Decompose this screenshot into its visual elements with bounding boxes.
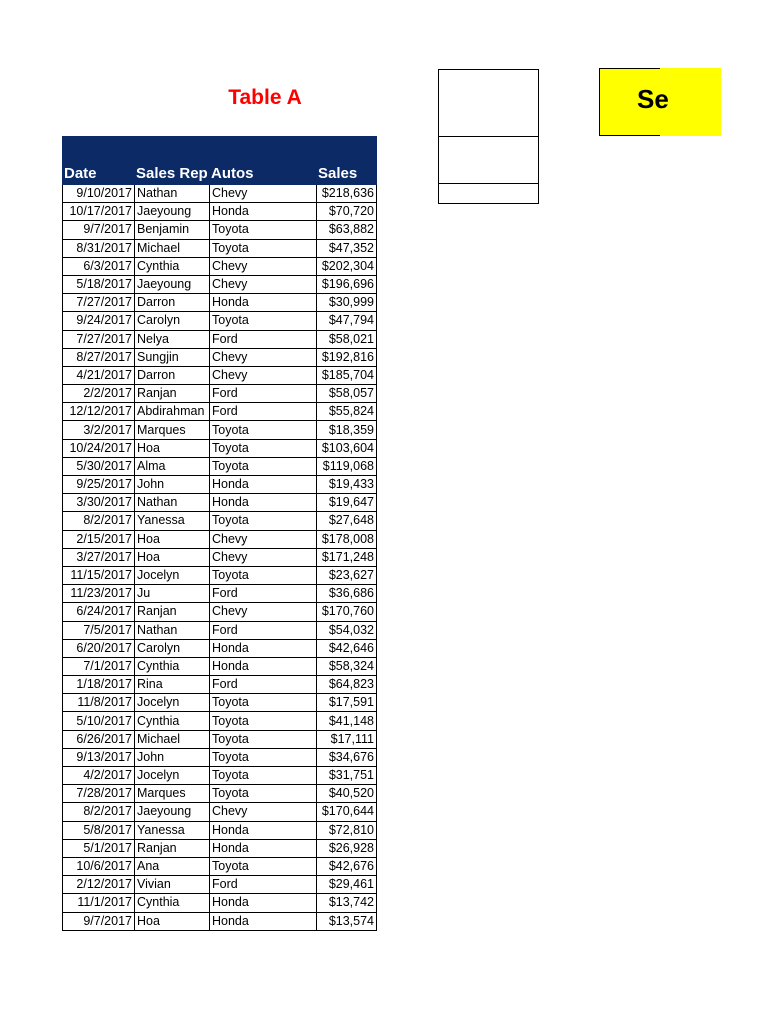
date-cell[interactable]: 8/2/2017 xyxy=(63,512,135,530)
date-cell[interactable]: 2/2/2017 xyxy=(63,385,135,403)
autos-cell[interactable]: Toyota xyxy=(210,694,317,712)
date-cell[interactable]: 11/1/2017 xyxy=(63,894,135,912)
sales-cell[interactable]: $196,696 xyxy=(317,275,377,293)
table-title: Table A xyxy=(228,86,302,109)
sales-rep-cell[interactable]: Jocelyn xyxy=(135,767,210,785)
sales-rep-cell[interactable]: Benjamin xyxy=(135,221,210,239)
table-row xyxy=(63,839,377,857)
sales-cell[interactable]: $58,057 xyxy=(317,385,377,403)
date-cell[interactable]: 5/30/2017 xyxy=(63,457,135,475)
sales-rep-cell[interactable]: Michael xyxy=(135,730,210,748)
sales-rep-cell[interactable]: Yanessa xyxy=(135,821,210,839)
table-row xyxy=(63,257,377,275)
sales-cell[interactable]: $218,636 xyxy=(317,185,377,203)
sales-rep-cell[interactable]: Jocelyn xyxy=(135,566,210,584)
sales-rep-cell[interactable]: Nathan xyxy=(135,621,210,639)
table-row xyxy=(63,748,377,766)
sales-rep-cell[interactable]: Carolyn xyxy=(135,639,210,657)
empty-grid-box xyxy=(438,69,539,204)
sales-rep-cell[interactable]: Abdirahman xyxy=(135,403,210,421)
table-row xyxy=(63,439,377,457)
table-row xyxy=(63,185,377,203)
autos-cell[interactable]: Chevy xyxy=(210,530,317,548)
sales-rep-cell[interactable]: Rina xyxy=(135,676,210,694)
table-row xyxy=(63,803,377,821)
autos-cell[interactable]: Honda xyxy=(210,894,317,912)
sales-cell[interactable]: $19,647 xyxy=(317,494,377,512)
sales-table xyxy=(62,136,377,931)
sales-rep-cell[interactable]: Sungjin xyxy=(135,348,210,366)
date-cell[interactable]: 9/25/2017 xyxy=(63,476,135,494)
autos-cell[interactable]: Toyota xyxy=(210,312,317,330)
sales-cell[interactable]: $13,742 xyxy=(317,894,377,912)
sales-cell[interactable]: $202,304 xyxy=(317,257,377,275)
autos-cell[interactable]: Ford xyxy=(210,385,317,403)
sales-cell[interactable]: $178,008 xyxy=(317,530,377,548)
date-cell[interactable]: 2/12/2017 xyxy=(63,876,135,894)
table-row xyxy=(63,585,377,603)
table-row xyxy=(63,366,377,384)
autos-cell[interactable]: Honda xyxy=(210,494,317,512)
table-row xyxy=(63,457,377,475)
date-cell[interactable]: 7/27/2017 xyxy=(63,330,135,348)
sales-rep-cell[interactable]: Ranjan xyxy=(135,839,210,857)
autos-cell[interactable]: Chevy xyxy=(210,366,317,384)
autos-cell[interactable]: Toyota xyxy=(210,748,317,766)
sales-rep-cell[interactable]: Ranjan xyxy=(135,385,210,403)
highlighted-cell-label: Se xyxy=(637,84,669,114)
date-cell[interactable]: 9/24/2017 xyxy=(63,312,135,330)
sales-cell[interactable]: $40,520 xyxy=(317,785,377,803)
autos-cell[interactable]: Toyota xyxy=(210,730,317,748)
autos-cell[interactable]: Honda xyxy=(210,476,317,494)
header-autos[interactable]: Autos xyxy=(210,137,317,185)
date-cell[interactable]: 6/20/2017 xyxy=(63,639,135,657)
sales-cell[interactable]: $47,352 xyxy=(317,239,377,257)
sales-rep-cell[interactable]: Carolyn xyxy=(135,312,210,330)
table-row xyxy=(63,312,377,330)
table-row xyxy=(63,603,377,621)
date-cell[interactable]: 3/2/2017 xyxy=(63,421,135,439)
date-cell[interactable]: 5/8/2017 xyxy=(63,821,135,839)
table-row xyxy=(63,221,377,239)
sales-rep-cell[interactable]: Cynthia xyxy=(135,257,210,275)
autos-cell[interactable]: Honda xyxy=(210,203,317,221)
date-cell[interactable]: 2/15/2017 xyxy=(63,530,135,548)
sales-cell[interactable]: $36,686 xyxy=(317,585,377,603)
table-row xyxy=(63,421,377,439)
sales-cell[interactable]: $34,676 xyxy=(317,748,377,766)
sales-rep-cell[interactable]: Cynthia xyxy=(135,657,210,675)
sales-rep-cell[interactable]: Jocelyn xyxy=(135,694,210,712)
sales-rep-cell[interactable]: Vivian xyxy=(135,876,210,894)
autos-cell[interactable]: Toyota xyxy=(210,785,317,803)
sales-rep-cell[interactable]: Hoa xyxy=(135,548,210,566)
autos-cell[interactable]: Toyota xyxy=(210,566,317,584)
table-row xyxy=(63,566,377,584)
sales-cell[interactable]: $31,751 xyxy=(317,767,377,785)
table-row xyxy=(63,203,377,221)
sales-rep-cell[interactable]: Cynthia xyxy=(135,894,210,912)
date-cell[interactable]: 12/12/2017 xyxy=(63,403,135,421)
autos-cell[interactable]: Honda xyxy=(210,839,317,857)
sales-cell[interactable]: $170,644 xyxy=(317,803,377,821)
sales-cell[interactable]: $63,882 xyxy=(317,221,377,239)
autos-cell[interactable]: Toyota xyxy=(210,712,317,730)
table-row xyxy=(63,548,377,566)
table-row xyxy=(63,767,377,785)
autos-cell[interactable]: Ford xyxy=(210,621,317,639)
sales-cell[interactable]: $192,816 xyxy=(317,348,377,366)
sales-cell[interactable]: $42,646 xyxy=(317,639,377,657)
table-row xyxy=(63,330,377,348)
table-row xyxy=(63,348,377,366)
sales-cell[interactable]: $41,148 xyxy=(317,712,377,730)
table-row xyxy=(63,239,377,257)
table-row xyxy=(63,785,377,803)
date-cell[interactable]: 9/10/2017 xyxy=(63,185,135,203)
autos-cell[interactable]: Chevy xyxy=(210,548,317,566)
date-cell[interactable]: 6/26/2017 xyxy=(63,730,135,748)
autos-cell[interactable]: Chevy xyxy=(210,803,317,821)
table-row xyxy=(63,476,377,494)
sales-cell[interactable]: $119,068 xyxy=(317,457,377,475)
date-cell[interactable]: 11/15/2017 xyxy=(63,566,135,584)
header-date[interactable]: Date xyxy=(63,137,135,185)
sales-cell[interactable]: $58,324 xyxy=(317,657,377,675)
sales-cell[interactable]: $26,928 xyxy=(317,839,377,857)
date-cell[interactable]: 6/24/2017 xyxy=(63,603,135,621)
sales-rep-cell[interactable]: Jaeyoung xyxy=(135,275,210,293)
sales-rep-cell[interactable]: Nathan xyxy=(135,185,210,203)
date-cell[interactable]: 11/8/2017 xyxy=(63,694,135,712)
autos-cell[interactable]: Chevy xyxy=(210,275,317,293)
table-row xyxy=(63,876,377,894)
table-row xyxy=(63,621,377,639)
sales-rep-cell[interactable]: John xyxy=(135,748,210,766)
date-cell[interactable]: 7/27/2017 xyxy=(63,294,135,312)
sales-cell[interactable]: $72,810 xyxy=(317,821,377,839)
date-cell[interactable]: 7/5/2017 xyxy=(63,621,135,639)
sales-cell[interactable]: $29,461 xyxy=(317,876,377,894)
sales-rep-cell[interactable]: Jaeyoung xyxy=(135,803,210,821)
date-cell[interactable]: 10/6/2017 xyxy=(63,857,135,875)
autos-cell[interactable]: Toyota xyxy=(210,439,317,457)
table-row xyxy=(63,530,377,548)
sales-rep-cell[interactable]: Yanessa xyxy=(135,512,210,530)
sales-cell[interactable]: $17,111 xyxy=(317,730,377,748)
sales-rep-cell[interactable]: Nelya xyxy=(135,330,210,348)
sales-cell[interactable]: $58,021 xyxy=(317,330,377,348)
sales-cell[interactable]: $42,676 xyxy=(317,857,377,875)
table-row xyxy=(63,294,377,312)
autos-cell[interactable]: Honda xyxy=(210,821,317,839)
sales-cell[interactable]: $23,627 xyxy=(317,566,377,584)
autos-cell[interactable]: Toyota xyxy=(210,767,317,785)
autos-cell[interactable]: Chevy xyxy=(210,603,317,621)
sales-cell[interactable]: $64,823 xyxy=(317,676,377,694)
date-cell[interactable]: 5/1/2017 xyxy=(63,839,135,857)
autos-cell[interactable]: Toyota xyxy=(210,221,317,239)
sales-cell[interactable]: $185,704 xyxy=(317,366,377,384)
sales-rep-cell[interactable]: Marques xyxy=(135,785,210,803)
sales-cell[interactable]: $19,433 xyxy=(317,476,377,494)
table-row xyxy=(63,385,377,403)
date-cell[interactable]: 7/28/2017 xyxy=(63,785,135,803)
sales-cell[interactable]: $55,824 xyxy=(317,403,377,421)
table-row xyxy=(63,712,377,730)
sales-rep-cell[interactable]: Hoa xyxy=(135,912,210,930)
sales-rep-cell[interactable]: Hoa xyxy=(135,530,210,548)
date-cell[interactable]: 10/17/2017 xyxy=(63,203,135,221)
autos-cell[interactable]: Ford xyxy=(210,585,317,603)
table-row xyxy=(63,512,377,530)
autos-cell[interactable]: Honda xyxy=(210,657,317,675)
sales-cell[interactable]: $47,794 xyxy=(317,312,377,330)
sales-cell[interactable]: $70,720 xyxy=(317,203,377,221)
date-cell[interactable]: 3/30/2017 xyxy=(63,494,135,512)
sales-rep-cell[interactable]: Ana xyxy=(135,857,210,875)
table-row xyxy=(63,821,377,839)
autos-cell[interactable]: Honda xyxy=(210,639,317,657)
autos-cell[interactable]: Toyota xyxy=(210,857,317,875)
date-cell[interactable]: 9/13/2017 xyxy=(63,748,135,766)
table-row xyxy=(63,857,377,875)
sales-cell[interactable]: $27,648 xyxy=(317,512,377,530)
autos-cell[interactable]: Toyota xyxy=(210,512,317,530)
table-row xyxy=(63,676,377,694)
autos-cell[interactable]: Toyota xyxy=(210,239,317,257)
sales-rep-cell[interactable]: Cynthia xyxy=(135,712,210,730)
date-cell[interactable]: 8/27/2017 xyxy=(63,348,135,366)
autos-cell[interactable]: Chevy xyxy=(210,257,317,275)
header-sales[interactable]: Sales xyxy=(317,137,377,185)
date-cell[interactable]: 1/18/2017 xyxy=(63,676,135,694)
sales-cell[interactable]: $18,359 xyxy=(317,421,377,439)
table-row xyxy=(63,403,377,421)
grid-cell[interactable] xyxy=(439,184,538,203)
table-row xyxy=(63,275,377,293)
sales-cell[interactable]: $30,999 xyxy=(317,294,377,312)
autos-cell[interactable]: Toyota xyxy=(210,457,317,475)
date-cell[interactable]: 4/21/2017 xyxy=(63,366,135,384)
table-row xyxy=(63,639,377,657)
date-cell[interactable]: 5/18/2017 xyxy=(63,275,135,293)
sales-rep-cell[interactable]: Marques xyxy=(135,421,210,439)
sales-rep-cell[interactable]: Darron xyxy=(135,294,210,312)
sales-rep-cell[interactable]: Jaeyoung xyxy=(135,203,210,221)
header-sales-rep[interactable]: Sales Rep xyxy=(135,137,210,185)
sales-cell[interactable]: $103,604 xyxy=(317,439,377,457)
date-cell[interactable]: 11/23/2017 xyxy=(63,585,135,603)
sales-cell[interactable]: $13,574 xyxy=(317,912,377,930)
sales-rep-cell[interactable]: Ju xyxy=(135,585,210,603)
table-row xyxy=(63,894,377,912)
autos-cell[interactable]: Ford xyxy=(210,330,317,348)
sales-rep-cell[interactable]: John xyxy=(135,476,210,494)
autos-cell[interactable]: Ford xyxy=(210,876,317,894)
date-cell[interactable]: 8/31/2017 xyxy=(63,239,135,257)
autos-cell[interactable]: Ford xyxy=(210,403,317,421)
sales-cell[interactable]: $54,032 xyxy=(317,621,377,639)
table-row xyxy=(63,730,377,748)
header-row xyxy=(63,137,377,185)
table-row xyxy=(63,694,377,712)
highlighted-cell[interactable] xyxy=(599,68,721,136)
table-row xyxy=(63,912,377,930)
date-cell[interactable]: 3/27/2017 xyxy=(63,548,135,566)
autos-cell[interactable]: Chevy xyxy=(210,185,317,203)
date-cell[interactable]: 9/7/2017 xyxy=(63,912,135,930)
sales-rep-cell[interactable]: Hoa xyxy=(135,439,210,457)
sales-rep-cell[interactable]: Darron xyxy=(135,366,210,384)
sales-cell[interactable]: $171,248 xyxy=(317,548,377,566)
sales-rep-cell[interactable]: Michael xyxy=(135,239,210,257)
date-cell[interactable]: 7/1/2017 xyxy=(63,657,135,675)
date-cell[interactable]: 9/7/2017 xyxy=(63,221,135,239)
autos-cell[interactable]: Honda xyxy=(210,912,317,930)
autos-cell[interactable]: Chevy xyxy=(210,348,317,366)
autos-cell[interactable]: Honda xyxy=(210,294,317,312)
table-row xyxy=(63,494,377,512)
date-cell[interactable]: 10/24/2017 xyxy=(63,439,135,457)
sales-cell[interactable]: $17,591 xyxy=(317,694,377,712)
sales-rep-cell[interactable]: Ranjan xyxy=(135,603,210,621)
date-cell[interactable]: 5/10/2017 xyxy=(63,712,135,730)
date-cell[interactable]: 8/2/2017 xyxy=(63,803,135,821)
sales-cell[interactable]: $170,760 xyxy=(317,603,377,621)
autos-cell[interactable]: Toyota xyxy=(210,421,317,439)
autos-cell[interactable]: Ford xyxy=(210,676,317,694)
date-cell[interactable]: 4/2/2017 xyxy=(63,767,135,785)
date-cell[interactable]: 6/3/2017 xyxy=(63,257,135,275)
sales-rep-cell[interactable]: Nathan xyxy=(135,494,210,512)
table-row xyxy=(63,657,377,675)
sales-rep-cell[interactable]: Alma xyxy=(135,457,210,475)
grid-cell[interactable] xyxy=(439,137,538,184)
grid-cell[interactable] xyxy=(439,70,538,137)
